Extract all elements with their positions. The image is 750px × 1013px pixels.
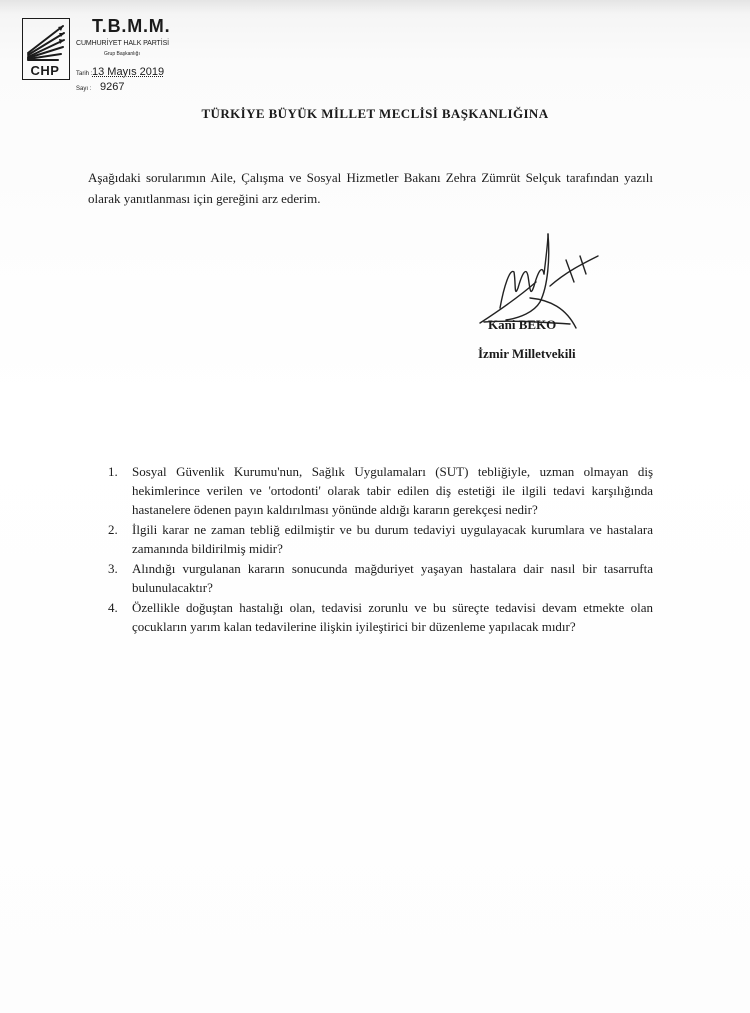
institution-name: T.B.M.M. xyxy=(92,16,171,36)
question-number: 3. xyxy=(108,561,118,576)
number-label: Sayı : xyxy=(76,86,92,92)
six-arrows-icon xyxy=(25,23,67,63)
group-name: Grup Başkanlığı xyxy=(104,51,140,57)
intro-paragraph: Aşağıdaki sorularımın Aile, Çalışma ve Sosyal Hizmetler Bakanı Zehra Zümrüt Selçuk tarafından yazılı olarak yanıtlanması için gereğini arz ederim. xyxy=(88,170,653,206)
question-item xyxy=(108,520,653,558)
party-name: CUMHURİYET HALK PARTİSİ xyxy=(76,40,169,47)
logo-text: CHP xyxy=(30,63,60,78)
question-text: Sosyal Güvenlik Kurumu'nun, Sağlık Uygulamaları (SUT) tebliğiyle, uzman olmayan diş hekimlerince verilen ve 'ortodonti' olarak tabir edilen diş estetiği ile ilgili tedavi karşılığında hastanelere ödenen payın kaldırılması yönünde aldığı kararın gerekçesi nedir? xyxy=(132,464,653,517)
question-number: 2. xyxy=(108,522,118,537)
date-value: 13 Mayıs 2019 xyxy=(92,66,165,78)
question-number: 1. xyxy=(108,464,118,479)
signer-name: Kani BEKO xyxy=(488,317,557,332)
scan-edge-shadow xyxy=(0,0,750,14)
question-text: Alındığı vurgulanan kararın sonucunda mağduriyet yaşayan hastalara dair nasıl bir tasarrufta bulunulacaktır? xyxy=(132,561,653,595)
date-label: Tarih : xyxy=(76,71,93,77)
chp-logo xyxy=(22,18,70,80)
document-heading: TÜRKİYE BÜYÜK MİLLET MECLİSİ BAŞKANLIĞINA xyxy=(201,106,549,121)
signer-title: İzmir Milletvekili xyxy=(478,346,576,361)
question-item xyxy=(108,462,653,519)
number-value: 9267 xyxy=(100,81,125,93)
question-list xyxy=(108,462,653,637)
question-item xyxy=(108,598,653,636)
tbmm-receipt-stamp xyxy=(20,16,188,93)
stamp-number-row xyxy=(76,77,124,95)
question-text: İlgili karar ne zaman tebliğ edilmiştir ve bu durum tedaviyi uygulayacak kurumlara ve hastalara zamanında bildirilmiş midir? xyxy=(132,522,653,556)
question-number: 4. xyxy=(108,600,118,615)
question-item xyxy=(108,559,653,597)
question-text: Özellikle doğuştan hastalığı olan, tedavisi zorunlu ve bu süreçte tedavisi devam etmekte olan çocukların yarım kalan tedavilerine ilişkin iyileştirici bir düzenleme yapılacak mıdır? xyxy=(132,600,653,634)
